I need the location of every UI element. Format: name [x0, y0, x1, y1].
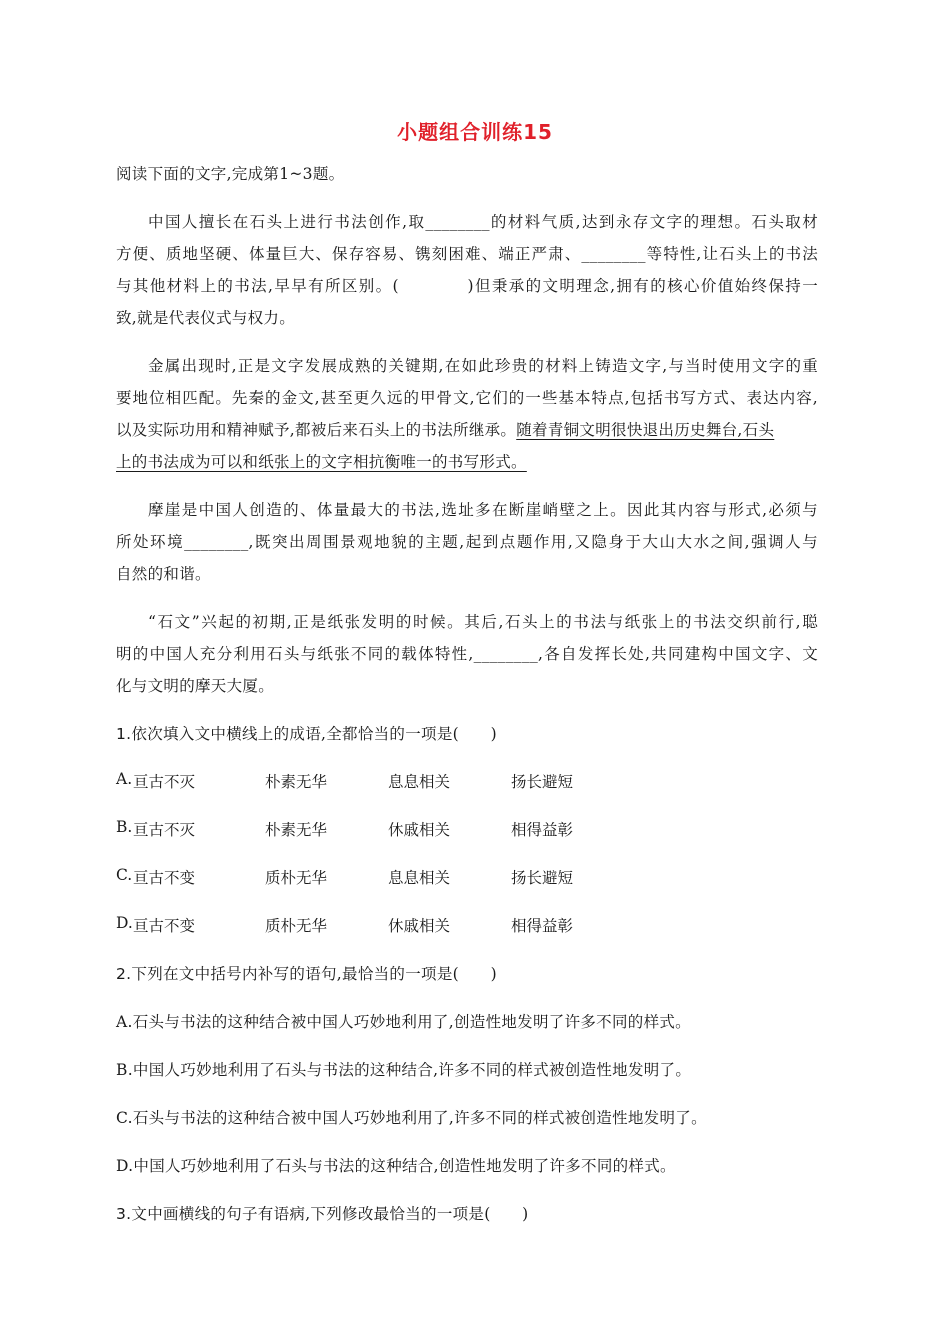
option-cell: 亘古不灭	[133, 821, 196, 839]
option-label: B.	[116, 1061, 133, 1079]
option-cell: 朴素无华	[265, 821, 328, 839]
question-3-text: 文中画横线的句子有语病,下列修改最恰当的一项是( )	[131, 1205, 529, 1223]
option-cell: 亘古不变	[133, 869, 196, 887]
question-2-option-d	[116, 1154, 676, 1176]
question-3-stem	[116, 1202, 529, 1224]
option-cell: 亘古不变	[133, 917, 196, 935]
option-label: B.	[116, 818, 133, 836]
option-label: A.	[116, 1013, 133, 1031]
question-2-option-a	[116, 1010, 691, 1032]
option-label: D.	[116, 1157, 134, 1175]
option-cell: 扬长避短	[511, 773, 574, 791]
option-cell: 朴素无华	[265, 773, 328, 791]
p1-line-2: 方便、质地坚硬、体量巨大、保存容易、镌刻困难、端正严肃、________等特性,让石头上的书法	[116, 245, 818, 263]
option-cell: 相得益彰	[511, 821, 574, 839]
option-label: C.	[116, 1109, 133, 1127]
option-label: D.	[116, 914, 133, 932]
option-label: A.	[116, 770, 133, 788]
option-cell: 扬长避短	[511, 869, 574, 887]
option-text: 石头与书法的这种结合被中国人巧妙地利用了,创造性地发明了许多不同的样式。	[132, 1013, 691, 1031]
p2-line-2: 要地位相匹配。先秦的金文,甚至更久远的甲骨文,它们的一些基本特点,包括书写方式、表达内容,	[116, 389, 818, 407]
option-cell: 亘古不灭	[133, 773, 196, 791]
question-3-number: 3.	[116, 1205, 132, 1223]
question-2-option-b	[116, 1058, 691, 1080]
p3-line-1: 摩崖是中国人创造的、体量最大的书法,选址多在断崖峭壁之上。因此其内容与形式,必须与	[148, 501, 818, 519]
question-1-text: 依次填入文中横线上的成语,全都恰当的一项是( )	[131, 725, 497, 743]
option-cell: 息息相关	[388, 869, 451, 887]
p4-line-2: 明的中国人充分利用石头与纸张不同的载体特性,________,各自发挥长处,共同建构中国文字、文	[116, 645, 818, 663]
underlined-sentence-part-2: 上的书法成为可以和纸张上的文字相抗衡唯一的书写形式。	[116, 453, 527, 471]
underlined-sentence-part-1: 随着青铜文明很快退出历史舞台,石头	[516, 421, 775, 439]
p1-line-4: 致,就是代表仪式与权力。	[116, 309, 296, 327]
option-cell: 息息相关	[388, 773, 451, 791]
option-cell: 相得益彰	[511, 917, 574, 935]
page-title: 小题组合训练15	[397, 120, 553, 144]
option-text: 石头与书法的这种结合被中国人巧妙地利用了,许多不同的样式被创造性地发明了。	[132, 1109, 707, 1127]
option-text: 中国人巧妙地利用了石头与书法的这种结合,创造性地发明了许多不同的样式。	[133, 1157, 676, 1175]
option-cell: 质朴无华	[265, 917, 328, 935]
option-cell: 休戚相关	[388, 821, 451, 839]
option-text: 中国人巧妙地利用了石头与书法的这种结合,许多不同的样式被创造性地发明了。	[132, 1061, 692, 1079]
p2-line-1: 金属出现时,正是文字发展成熟的关键期,在如此珍贵的材料上铸造文字,与当时使用文字的重	[148, 357, 818, 375]
p4-line-3: 化与文明的摩天大厦。	[116, 677, 275, 695]
question-2-number: 2.	[116, 965, 132, 983]
option-cell: 休戚相关	[388, 917, 451, 935]
question-2-option-c	[116, 1106, 707, 1128]
question-1-stem	[116, 722, 497, 744]
p3-line-3: 自然的和谐。	[116, 565, 211, 583]
p2-line-3-text: 以及实际功用和精神赋予,都被后来石头上的书法所继承。	[116, 421, 517, 439]
option-label: C.	[116, 866, 133, 884]
p1-line-1: 中国人擅长在石头上进行书法创作,取________的材料气质,达到永存文字的理想。石头取材	[148, 213, 818, 231]
question-2-stem	[116, 962, 497, 984]
p2-line-3	[116, 418, 774, 440]
p4-line-1: “石文”兴起的初期,正是纸张发明的时候。其后,石头上的书法与纸张上的书法交织前行,聪	[148, 613, 818, 631]
question-2-text: 下列在文中括号内补写的语句,最恰当的一项是( )	[131, 965, 497, 983]
question-1-number: 1.	[116, 725, 132, 743]
option-cell: 质朴无华	[265, 869, 328, 887]
p3-line-2: 所处环境________,既突出周围景观地貌的主题,起到点题作用,又隐身于大山大水之间,强调人与	[116, 533, 818, 551]
p1-line-3: 与其他材料上的书法,早早有所区别。( )但秉承的文明理念,拥有的核心价值始终保持一	[116, 277, 818, 295]
intro-text: 阅读下面的文字,完成第1~3题。	[116, 165, 345, 183]
